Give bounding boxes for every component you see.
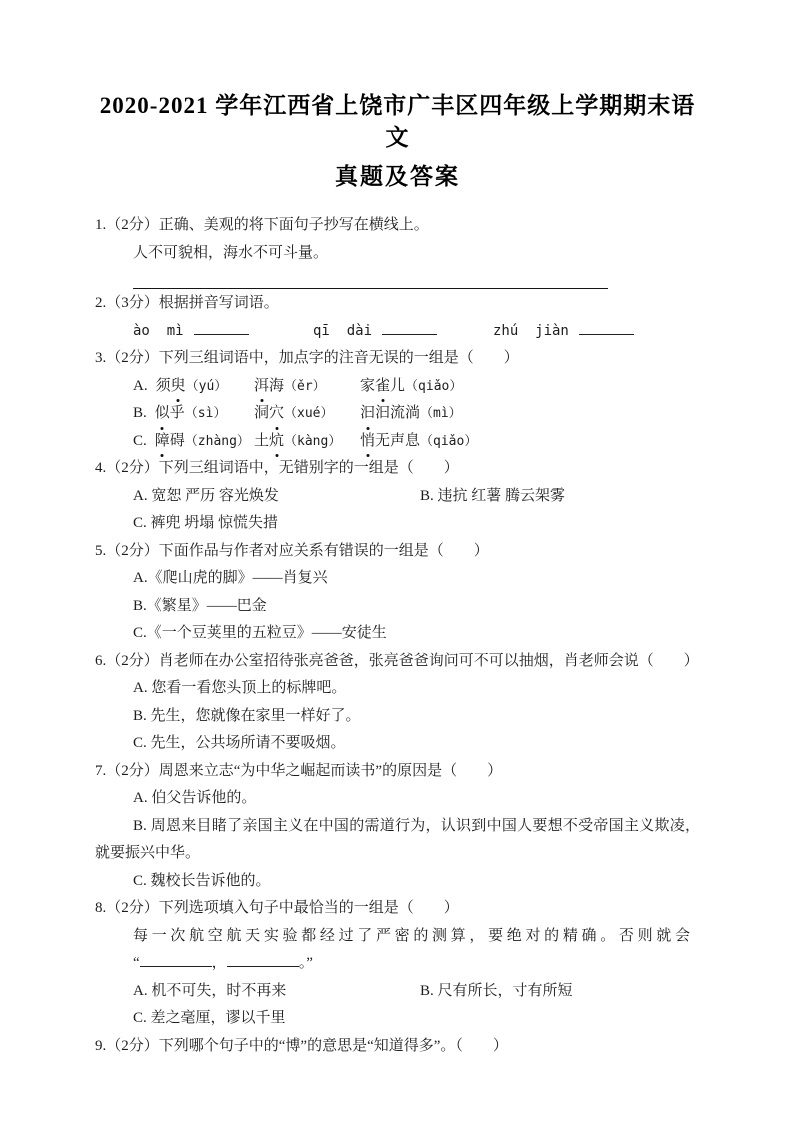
question-8 [95,895,700,1033]
answer-blank [140,952,212,967]
q3-option-c: C. 障碍（zhàng） 土炕（kàng） 悄无声息（qiǎo） [133,428,700,456]
question-4 [95,455,700,538]
pinyin-text: ào mì [133,322,184,339]
question-9 [95,1033,700,1061]
option-label: C. [133,432,147,449]
q2-pinyin-group [313,318,493,346]
q3-option-a: A. 须臾（yú） 洱海（ěr） 家雀儿（qiǎo） [133,373,700,401]
dotted-char: 臾 [171,373,186,401]
dotted-char: 雀 [375,373,390,401]
q1-stem: 1.（2分）正确、美观的将下面句子抄写在横线上。 [95,217,429,233]
q6-stem: 6.（2分）肖老师在办公室招待张亮爸爸，张亮爸爸询问可不可以抽烟，肖老师会说（ ） [95,652,699,669]
q5-option-a: A.《爬山虎的脚》——肖复兴 [133,570,328,586]
q5-stem: 5.（2分）下面作品与作者对应关系有错误的一组是（ ） [95,542,489,559]
question-2 [95,290,700,345]
q8-body-sentence: 每一次航空航天实验都经过了严密的测算，要绝对的精确。否则就会 [133,927,690,944]
q4-stem: 4.（2分）下列三组词语中，无错别字的一组是（ ） [95,460,459,476]
q7-option-b: B. 周恩来目睹了亲国主义在中国的需道行为，认识到中国人要想不受帝国主义欺凌，就要振兴中华。 [95,817,700,861]
option-label: A. [133,377,148,394]
q8-option-b: B. 尺有所长，寸有所短 [420,982,573,999]
question-1 [95,212,700,290]
answer-blank [382,320,437,335]
question-3 [95,345,700,455]
q8-option-a: A. 机不可失，时不再来 [133,982,287,999]
option-label: B. [133,405,147,421]
q2-pinyin-row [133,318,700,346]
dotted-char: 悄 [360,428,375,456]
quote-open: “ [133,955,140,971]
dotted-char: 炕 [269,428,284,456]
q6-option-c: C. 先生，公共场所请不要吸烟。 [133,735,346,751]
q3-stem: 3.（2分）下列三组词语中，加点字的注音无误的一组是（ ） [95,350,519,366]
dotted-char: 汩 [360,400,375,428]
q6-option-a: A. 您看一看您头顶上的标牌吧。 [133,680,347,696]
title-line-1: 2020-2021 学年江西省上饶市广丰区四年级上学期期末语文 [99,93,696,150]
question-5 [95,538,700,648]
q2-pinyin-group [493,318,673,346]
pinyin-text: zhú jiàn [493,322,569,339]
q4-option-c: C. 裤兜 坍塌 惊慌失措 [133,515,279,531]
dotted-char: 穴 [269,400,284,428]
q7-option-a: A. 伯父告诉他的。 [133,790,257,806]
q5-option-b: B.《繁星》——巴金 [133,597,267,614]
answer-blank [194,320,249,335]
q8-options-ab [133,978,700,1006]
q6-option-b: B. 先生，您就像在家里一样好了。 [133,707,361,724]
dotted-char: 障 [155,428,170,456]
question-7 [95,758,700,896]
q2-pinyin-group [133,318,313,346]
page-title [95,90,700,200]
q4-option-b: B. 违抗 红薯 腾云架雾 [420,487,566,504]
q7-option-c: C. 魏校长告诉他的。 [133,872,271,889]
dotted-char: 洱 [254,373,269,401]
q5-option-c: C.《一个豆荚里的五粒豆》——安徒生 [133,625,387,641]
answer-rule-line [133,267,608,289]
q8-fill-blank-line [133,950,700,978]
q1-answer-line [133,267,700,290]
pinyin-text: qī dài [313,322,373,339]
q8-stem: 8.（2分）下列选项填入句子中最恰当的一组是（ ） [95,900,459,916]
q7-stem: 7.（2分）周恩来立志“为中华之崛起而读书”的原因是（ ） [95,762,503,779]
q1-sentence: 人不可貌相，海水不可斗量。 [133,244,329,261]
q4-option-a: A. 宽恕 严历 容光焕发 [133,487,279,504]
quote-close: 。” [298,955,313,971]
answer-blank [579,320,634,335]
title-line-2: 真题及答案 [335,164,460,189]
q2-stem: 2.（3分）根据拼音写词语。 [95,295,279,311]
dotted-char: 似 [155,400,170,428]
question-6 [95,648,700,758]
q8-option-c: C. 差之毫厘，谬以千里 [133,1010,286,1026]
q9-stem: 9.（2分）下列哪个句子中的“博”的意思是“知道得多”。（ ） [95,1037,508,1054]
answer-blank [227,952,299,967]
q4-options-ab [133,483,700,511]
quote-comma: ， [211,955,227,971]
q3-option-b: B. 似乎（sì） 洞穴（xué） 汩汩流淌（mì） [133,400,700,428]
